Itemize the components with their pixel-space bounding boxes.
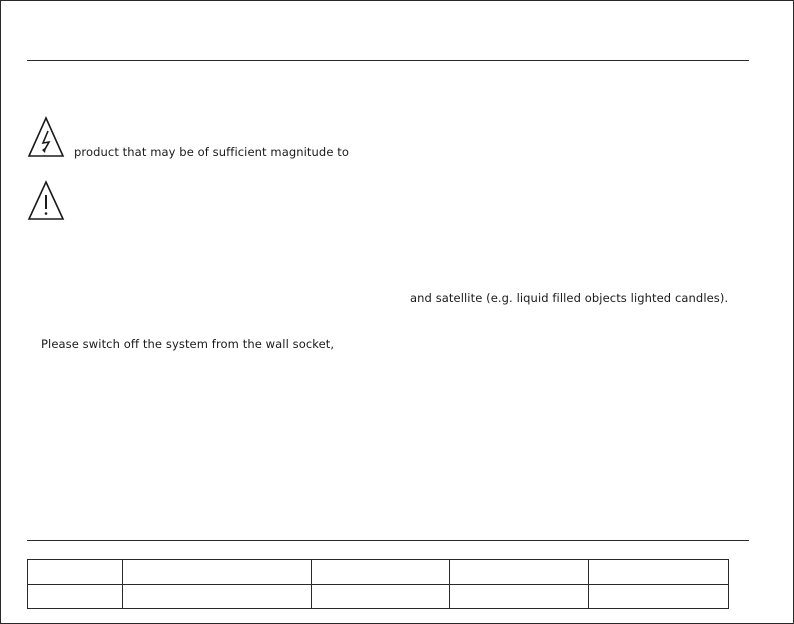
table-cell: [28, 584, 123, 609]
caution-exclamation-icon: [27, 180, 65, 221]
electric-shock-warning-icon: [27, 116, 65, 158]
table-cell: [589, 584, 729, 609]
header-rule: [27, 60, 749, 61]
table-cell: [122, 560, 311, 585]
table-cell: [122, 584, 311, 609]
table-row: [28, 584, 729, 609]
table-cell: [450, 584, 589, 609]
satellite-warning-text: and satellite (e.g. liquid filled objects lighted candles).: [410, 291, 729, 305]
table-cell: [450, 560, 589, 585]
table-cell: [311, 560, 450, 585]
table-cell: [589, 560, 729, 585]
table-row: [28, 560, 729, 585]
footer-rule: [27, 540, 749, 541]
electric-warning-text: product that may be of sufficient magnitude to: [74, 145, 350, 159]
table-cell: [311, 584, 450, 609]
table-cell: [28, 560, 123, 585]
switch-off-text: Please switch off the system from the wall socket,: [41, 337, 335, 351]
spec-table: [27, 559, 729, 609]
